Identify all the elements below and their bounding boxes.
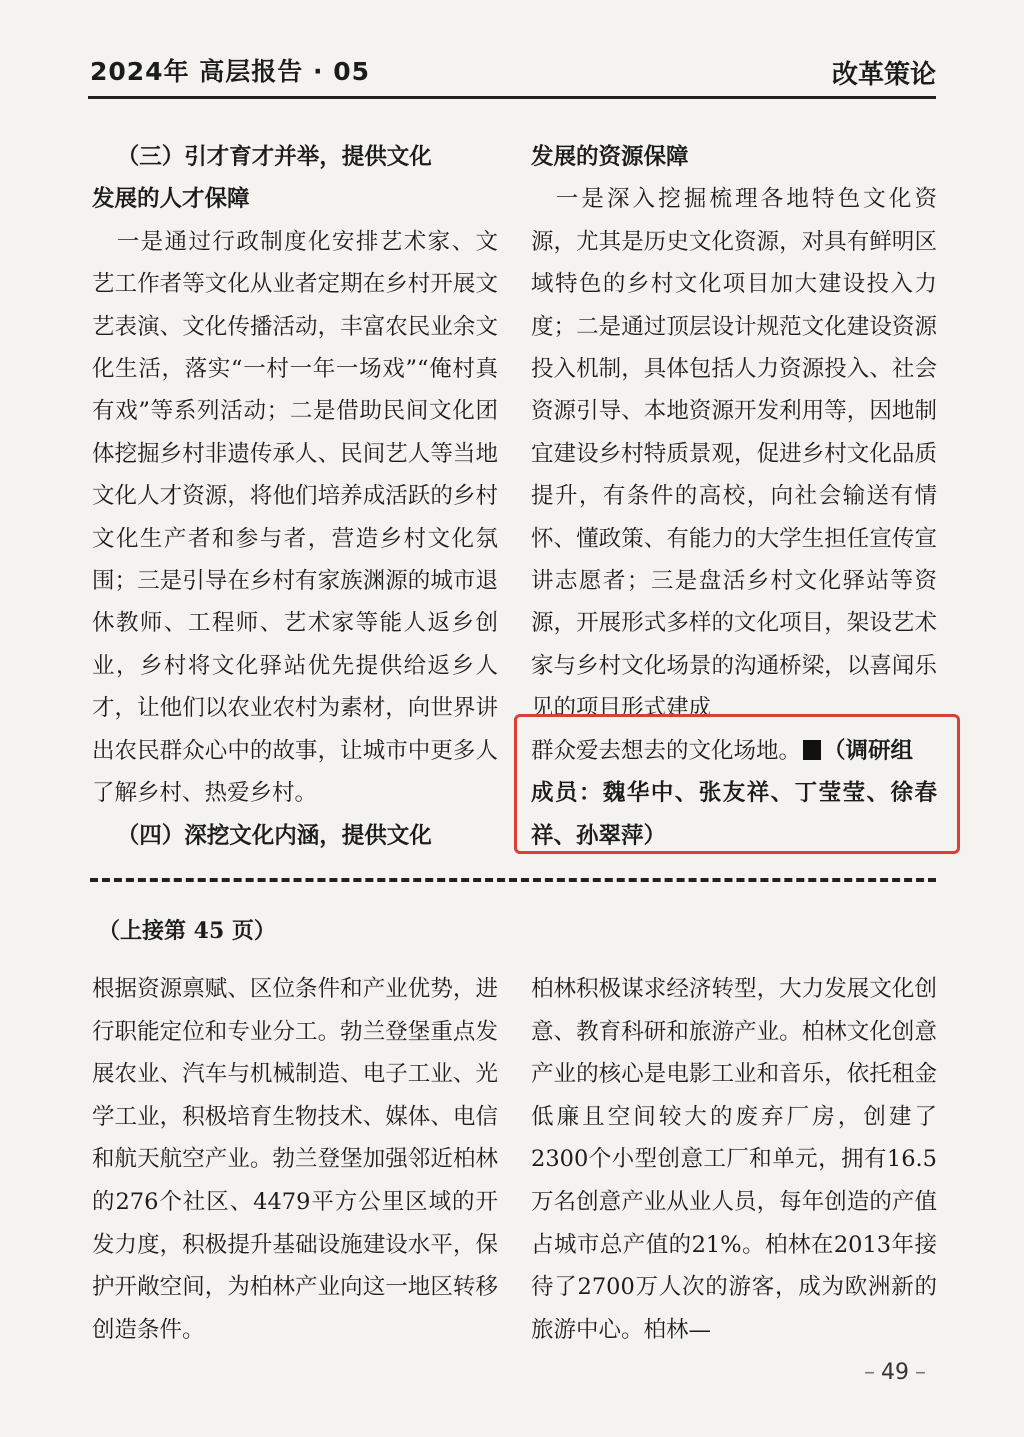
article-column-left <box>92 136 498 857</box>
section-heading-3-line2: 发展的人才保障 <box>92 186 250 213</box>
section-heading-4-continued: 发展的资源保障 <box>531 144 689 170</box>
header-issue-title: 2024年 高层报告 · 05 <box>90 57 370 86</box>
continued-paragraph-left: 根据资源禀赋、区位条件和产业优势，进行职能定位和专业分工。勃兰登堡重点发展农业、汽车与机械制造、电子工业、光学工业，积极培育生物技术、媒体、电信和航天航空产业。勃兰登堡加强邻近柏林的276个社区、4479平方公里区域的开发力度，积极提升基础设施建设水平，保护开敞空间，为柏林产业向这一地区转移创造条件。 <box>92 976 498 1343</box>
page-number <box>858 1360 932 1385</box>
section-4-paragraph: 一是深入挖掘梳理各地特色文化资源，尤其是历史文化资源，对具有鲜明区域特色的乡村文化项目加大建设投入力度；二是通过顶层设计规范文化建设资源投入机制，具体包括人力资源投入、社会资源引导、本地资源开发利用等，因地制宜建设乡村特质景观，促进乡村文化品质提升，有条件的高校，向社会输送有情怀、懂政策、有能力的大学生担任宣传宣讲志愿者；三是盘活乡村文化驿站等资源，开展形式多样的文化项目，架设艺术家与乡村文化场景的沟通桥梁，以喜闻乐见的项目形式建成 <box>531 186 937 722</box>
continued-column-right <box>531 968 937 1351</box>
continued-from-note: （上接第 45 页） <box>98 918 276 944</box>
page-number-dash-left: – <box>864 1360 875 1385</box>
page-number-value: 49 <box>881 1360 909 1385</box>
section-heading-4: （四）深挖文化内涵，提供文化 <box>116 822 432 849</box>
continued-column-left <box>92 968 498 1351</box>
research-team-members: 成员：魏华中、张友祥、丁莹莹、徐春祥、孙翠萍） <box>531 780 937 849</box>
header-section-title: 改革策论 <box>831 60 936 90</box>
header-rule <box>88 96 936 99</box>
section-3-paragraph: 一是通过行政制度化安排艺术家、文艺工作者等文化从业者定期在乡村开展文艺表演、文化传播活动，丰富农民业余文化生活，落实“一村一年一场戏”“俺村真有戏”等系列活动；二是借助民间文化团体挖掘乡村非遗传承人、民间艺人等当地文化人才资源，将他们培养成活跃的乡村文化生产者和参与者，营造乡村文化氛围；三是引导在乡村有家族渊源的城市退休教师、工程师、艺术家等能人返乡创业，乡村将文化驿站优先提供给返乡人才，让他们以农业农村为素材，向世界讲出农民群众心中的故事，让城市中更多人了解乡村、热爱乡村。 <box>92 228 498 807</box>
final-sentence: 群众爱去想去的文化场地。 <box>531 737 802 764</box>
dashed-divider <box>90 878 936 882</box>
page-number-dash-right: – <box>915 1360 926 1385</box>
section-heading-3-line1: （三）引才育才并举，提供文化 <box>116 144 432 170</box>
research-team-credit-open: （调研组 <box>823 737 914 764</box>
continued-paragraph-right: 柏林积极谋求经济转型，大力发展文化创意、教育科研和旅游产业。柏林文化创意产业的核心是电影工业和音乐，依托租金低廉且空间较大的废弃厂房，创建了2300个小型创意工厂和单元，拥有16.5万名创意产业从业人员，每年创造的产值占城市总产值的21%。柏林在2013年接待了2700万人次的游客，成为欧洲新的旅游中心。柏林— <box>531 976 937 1343</box>
highlight-annotation-box <box>514 714 960 854</box>
